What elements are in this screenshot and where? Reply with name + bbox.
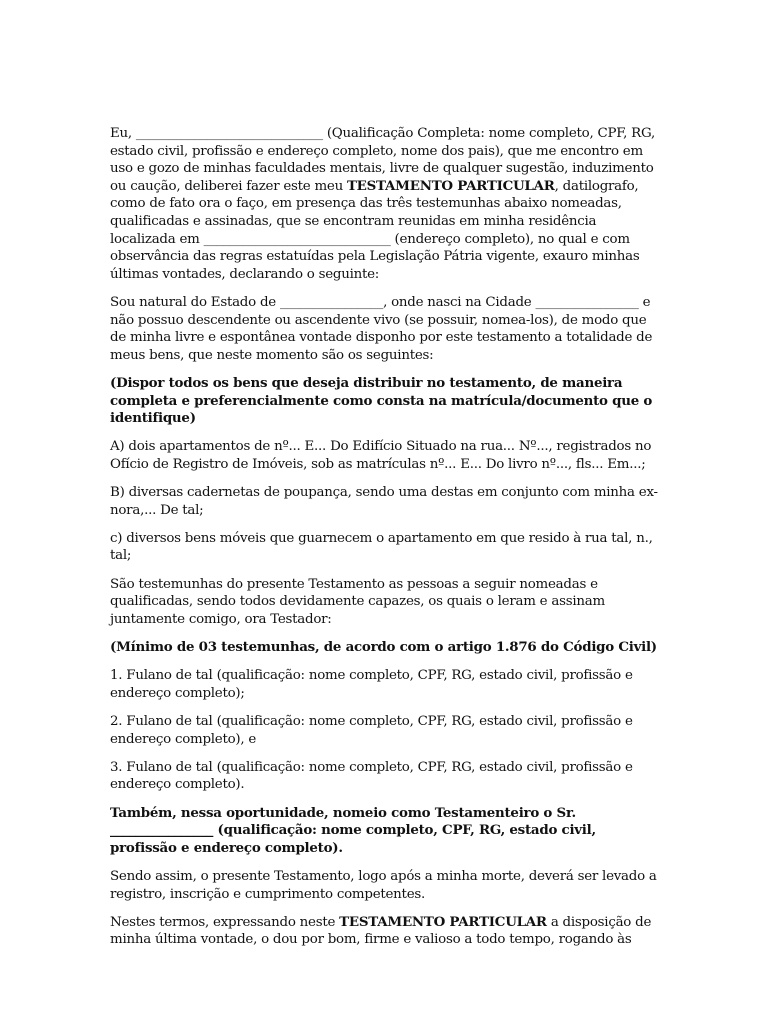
text-run: Sendo assim, o presente Testamento, logo após a minha morte, deverá ser levado a registro, inscrição e cumprimento competentes.	[110, 868, 657, 902]
text-run: São testemunhas do presente Testamento as pessoas a seguir nomeadas e qualificadas, sendo todos devidamente capazes, os quais o leram e assinam juntamente comigo, ora Testador:	[110, 576, 605, 627]
bold-text: TESTAMENTO PARTICULAR	[346, 177, 555, 194]
witnesses-paragraph	[110, 576, 658, 629]
witnesses-instruction	[110, 639, 658, 657]
bold-text: TESTAMENTO PARTICULAR	[339, 913, 547, 930]
intro-paragraph	[110, 125, 658, 283]
text-run: c) diversos bens móveis que guarnecem o apartamento em que resido à rua tal, n., tal;	[110, 530, 653, 564]
bold-text: Também, nessa oportunidade, nomeio como Testamenteiro o Sr. ________________ (qualificação: nome completo, CPF, RG, estado civil, profissão e endereço completo).	[110, 804, 596, 856]
document-page	[110, 125, 658, 959]
origin-paragraph	[110, 294, 658, 364]
registration-paragraph	[110, 868, 658, 903]
text-run: A) dois apartamentos de nº... E... Do Edifício Situado na rua... Nº..., registrados no Ofício de Registro de Imóveis, sob as matrículas nº... E... Do livro nº..., fls... Em...;	[110, 439, 652, 472]
bold-text: (Dispor todos os bens que deseja distribuir no testamento, de maneira completa e preferencialmente como consta na matrícula/documento que o identifique)	[110, 374, 653, 427]
asset-item-c	[110, 530, 658, 565]
closing-paragraph	[110, 914, 658, 949]
text-run: 1. Fulano de tal (qualificação: nome completo, CPF, RG, estado civil, profissão e endereço completo);	[110, 668, 633, 701]
text-run: Eu, _____________________________ (Qualificação Completa: nome completo, CPF, RG, estado civil, profissão e endereço completo, nome dos pais), que me encontro em uso e gozo de minhas faculdades mentais, livre de qualquer sugestão, induzimento ou caução, deliberei fazer este meu	[110, 126, 655, 194]
executor-paragraph	[110, 805, 658, 858]
text-run: 2. Fulano de tal (qualificação: nome completo, CPF, RG, estado civil, profissão e endereço completo), e	[110, 713, 633, 747]
text-run: 3. Fulano de tal (qualificação: nome completo, CPF, RG, estado civil, profissão e endereço completo).	[110, 759, 633, 793]
text-run: Sou natural do Estado de ________________, onde nasci na Cidade ________________ e não possuo descendente ou ascendente vivo (se possuir, nomea-los), de modo que de minha livre e espontânea vontade disponho por este testamento a totalidade de meus bens, que neste momento são os seguintes:	[110, 294, 653, 363]
asset-item-a	[110, 438, 658, 473]
witness-item-1	[110, 667, 658, 702]
witness-item-2	[110, 713, 658, 748]
text-run: a disposição de minha última vontade, o dou por bom, firme e valioso a todo tempo, rogando às	[110, 914, 652, 948]
text-run: Nestes termos, expressando neste	[110, 914, 340, 930]
text-run: , datilografo, como de fato ora o faço, em presença das três testemunhas abaixo nomeadas, qualificadas e assinadas, que se encontram reunidas em minha residência localizada em _____________________________ (endereço completo), no qual e com observância das regras estatuídas pela Legislação Pátria vigente, exauro minhas últimas vontades, declarando o seguinte:	[110, 178, 640, 282]
bold-text: (Mínimo de 03 testemunhas, de acordo com o artigo 1.876 do Código Civil)	[110, 639, 657, 655]
assets-instruction	[110, 375, 658, 428]
text-run: B) diversas cadernetas de poupança, sendo uma destas em conjunto com minha ex-nora,... De tal;	[110, 485, 658, 518]
asset-item-b	[110, 484, 658, 519]
witness-item-3	[110, 759, 658, 794]
